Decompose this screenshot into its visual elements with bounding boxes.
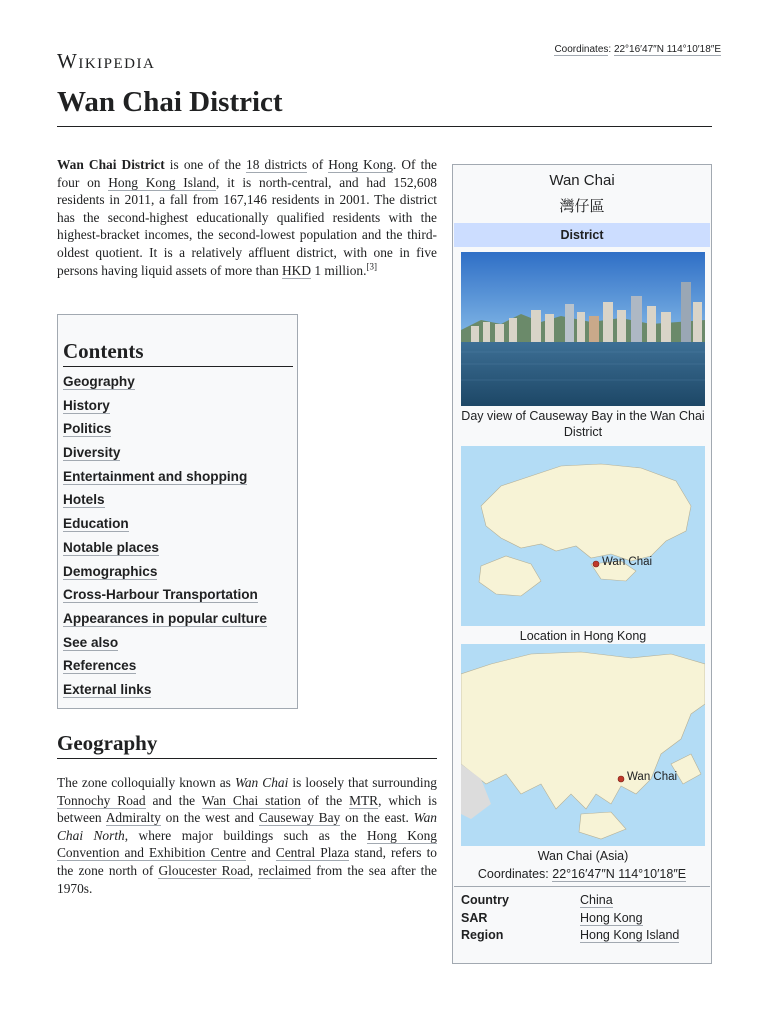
geo-text: is loosely that surrounding [288,775,437,790]
lead-paragraph [57,156,437,279]
row-value-link[interactable]: Hong Kong [580,911,643,925]
link-central-plaza[interactable]: Central Plaza [275,845,350,861]
row-value-link[interactable]: China [580,893,613,907]
row-value-link[interactable]: Hong Kong Island [580,928,680,942]
table-of-contents [57,314,298,709]
hong-kong-locator-map[interactable] [461,446,705,626]
geo-italic-wan-chai-north: Wan Chai North [57,810,437,843]
link-mtr[interactable]: MTR [349,792,379,808]
toc-title: Contents [63,339,293,367]
reference-3[interactable]: [3] [366,261,377,272]
link-wan-chai-station[interactable]: Wan Chai station [201,792,301,808]
map2-marker-label: Wan Chai [627,771,678,783]
lead-text: 1 million. [311,262,367,278]
section-heading-geography: Geography [57,731,437,759]
lead-text: , it is north-central, and had 152,608 residents in 2011, a fall from 167,146 residents in 2001. The district has the second-highest educationally qualified residents with the highest-bracket incomes, the second-lowest population and the third-oldest quotient. It is a relatively affluent district, with one in five persons having liquid assets of more than [57,174,437,278]
toc-item-geography[interactable]: Geography [63,374,135,389]
row-label: Country [461,893,509,907]
map2-marker [618,776,624,782]
row-label: SAR [461,911,488,925]
geo-text: of the [300,792,350,808]
geo-text: The zone colloquially known as [57,775,235,790]
toc-item-notable-places[interactable]: Notable places [63,539,159,555]
map1-marker [593,561,599,567]
toc-item-entertainment[interactable]: Entertainment and shopping [63,468,248,484]
link-reclaimed[interactable]: reclaimed [258,862,312,878]
toc-item-diversity[interactable]: Diversity [63,445,121,461]
wikipedia-wordmark[interactable]: Wikipedia [57,49,156,73]
geo-text: on the west and [160,810,259,826]
geo-italic-wan-chai: Wan Chai [234,775,289,790]
link-causeway-bay[interactable]: Causeway Bay [258,810,341,826]
geo-text: stand, refers to the zone north of [57,845,437,878]
geo-text: , where major buildings such as the [124,827,368,843]
map1-caption: Location in Hong Kong [519,629,647,643]
lead-text: of [306,157,329,172]
toc-item-popular-culture[interactable]: Appearances in popular culture [63,610,267,626]
geo-text: , which is between [57,792,437,826]
geography-paragraph [57,774,437,897]
toc-item-demographics[interactable]: Demographics [63,563,158,579]
row-label: Region [461,928,504,942]
link-tonnochy-road[interactable]: Tonnochy Road [57,792,146,808]
title-divider [57,126,712,127]
link-18-districts[interactable]: 18 districts [246,157,307,172]
causeway-bay-photo[interactable] [461,252,705,406]
infobox-type-header: District [454,223,710,247]
infobox-coordinates-link[interactable]: 22°16′47″N 114°10′18″E [552,867,687,881]
toc-item-history[interactable]: History [63,397,110,413]
toc-list [63,374,267,706]
header-coordinates: Coordinates: 22°16′47″N 114°10′18″E [554,44,721,55]
toc-item-cross-harbour[interactable]: Cross-Harbour Transportation [63,587,258,603]
link-gloucester-road[interactable]: Gloucester Road [158,862,250,878]
map2-caption: Wan Chai (Asia) [537,849,629,863]
lead-text: . Of the four on [57,157,437,190]
toc-item-education[interactable]: Education [63,516,129,532]
infobox-divider [454,886,710,887]
toc-item-hotels[interactable]: Hotels [63,492,105,508]
map1-marker-label: Wan Chai [602,556,653,568]
geo-text: and [246,845,276,861]
infobox-native-name: 灣仔區 [559,197,605,215]
infobox-name: Wan Chai [549,172,615,189]
toc-item-external-links[interactable]: External links [63,681,152,697]
link-hong-kong-island[interactable]: Hong Kong Island [108,174,216,190]
infobox-row-country [461,893,705,910]
infobox-coordinates [453,867,711,881]
infobox-coordinates-label: Coordinates: [477,867,553,881]
geo-text: and the [145,792,202,808]
page-title: Wan Chai District [57,86,283,118]
coordinates-value-link[interactable]: 22°16′47″N 114°10′18″E [613,44,721,55]
toc-item-politics[interactable]: Politics [63,421,112,437]
infobox-row-region [461,928,705,945]
asia-locator-map[interactable] [461,644,705,846]
infobox [452,164,712,964]
coordinates-label-link[interactable]: Coordinates [554,44,609,55]
link-admiralty[interactable]: Admiralty [105,810,161,826]
lead-text: is one of the [164,157,246,172]
toc-item-see-also[interactable]: See also [63,634,119,650]
link-hong-kong[interactable]: Hong Kong [328,157,393,172]
toc-item-references[interactable]: References [63,658,137,674]
link-hkcec[interactable]: Hong Kong Convention and Exhibition Centre [57,827,437,861]
geo-text: , [249,862,259,878]
photo-caption: Day view of Causeway Bay in the Wan Chai District [461,409,705,439]
infobox-row-sar [461,911,705,928]
lead-subject: Wan Chai District [57,157,165,172]
link-hkd[interactable]: HKD [282,262,312,278]
geo-text: on the east. [340,810,414,826]
geo-text: from the sea after the 1970s. [57,862,437,896]
